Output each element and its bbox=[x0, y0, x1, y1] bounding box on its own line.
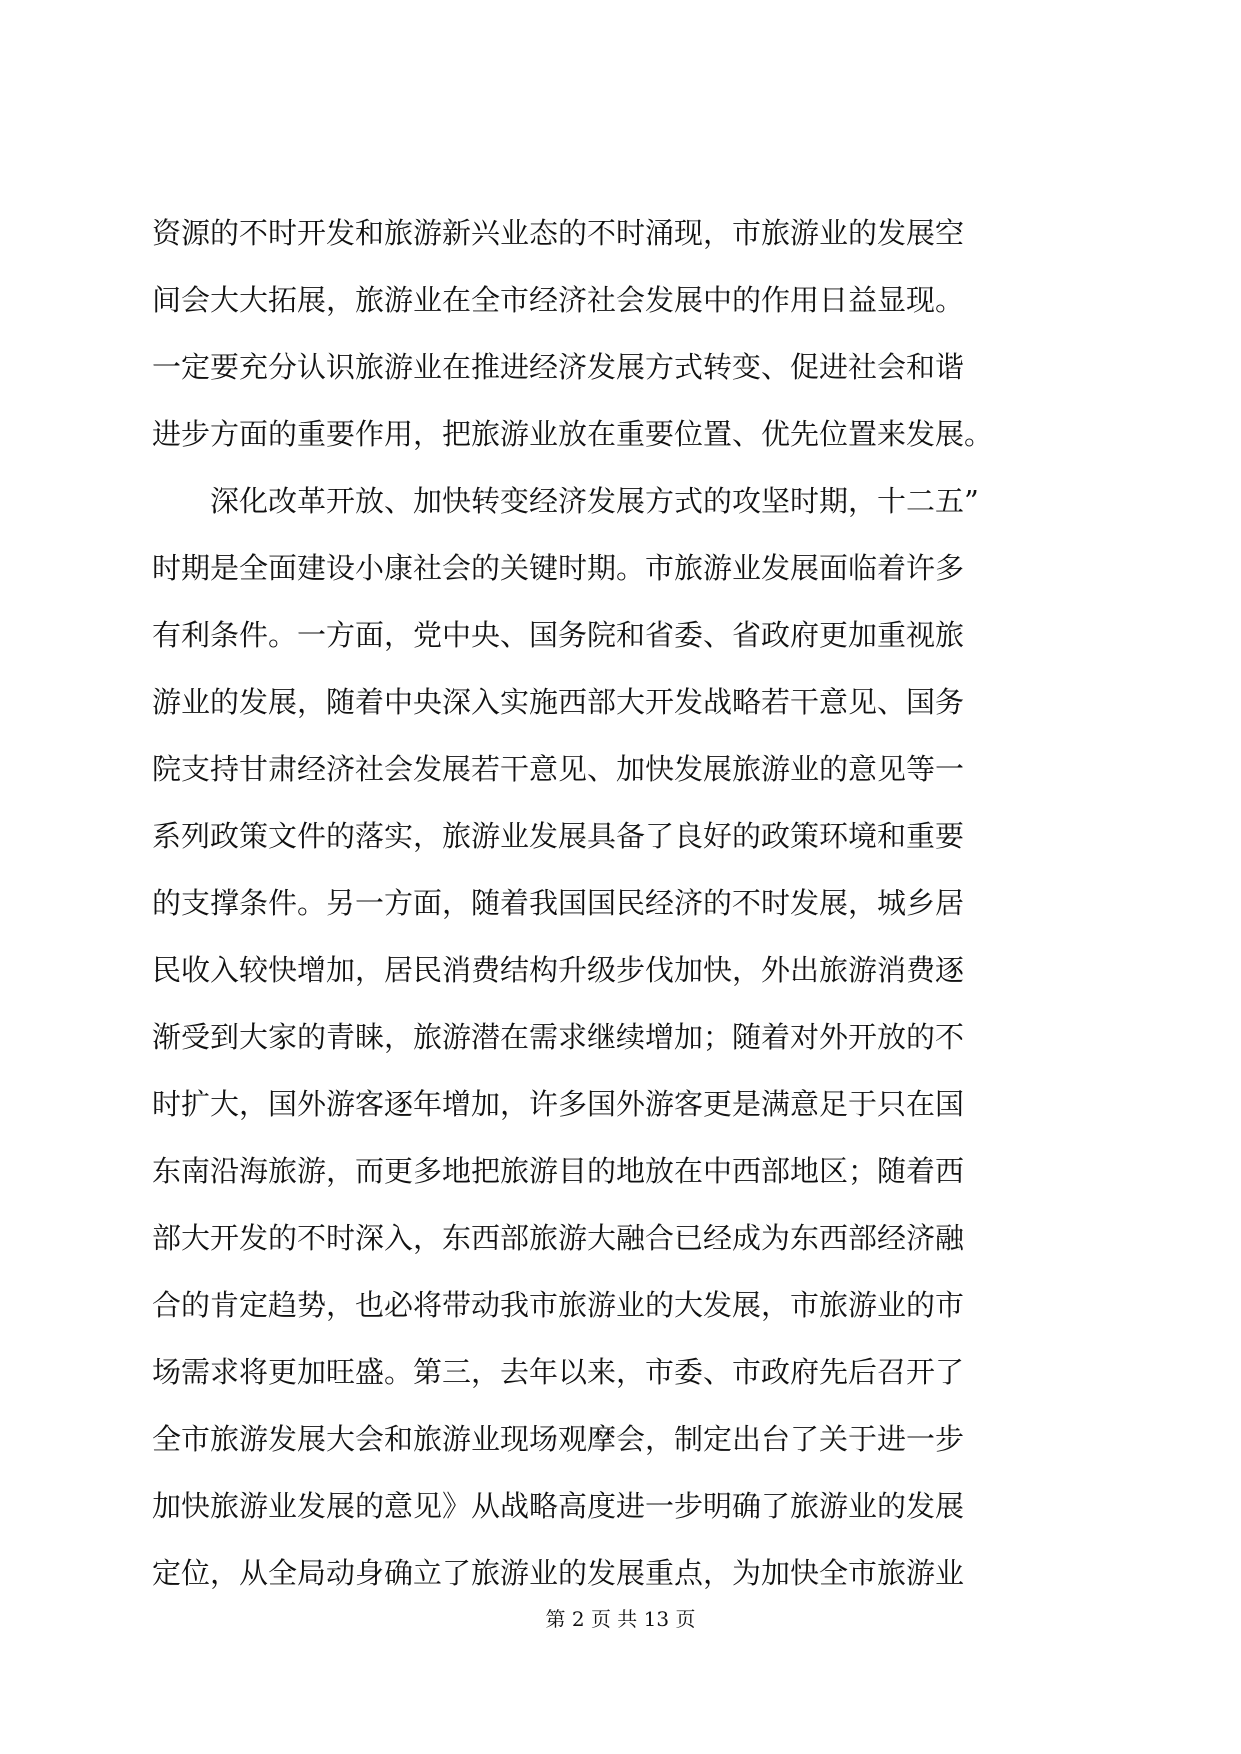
text-line: 时期是全面建设小康社会的关键时期。市旅游业发展面临着许多 bbox=[152, 551, 965, 585]
text-line: 有利条件。一方面，党中央、国务院和省委、省政府更加重视旅 bbox=[152, 618, 965, 652]
text-line: 时扩大，国外游客逐年增加，许多国外游客更是满意足于只在国 bbox=[152, 1087, 965, 1121]
text-line: 部大开发的不时深入，东西部旅游大融合已经成为东西部经济融 bbox=[152, 1221, 965, 1255]
text-line: 系列政策文件的落实，旅游业发展具备了良好的政策环境和重要 bbox=[152, 819, 965, 853]
text-line: 渐受到大家的青睐，旅游潜在需求继续增加；随着对外开放的不 bbox=[152, 1020, 965, 1054]
page-number-footer: 第 2 页 共 13 页 bbox=[545, 1607, 696, 1631]
text-line: 定位，从全局动身确立了旅游业的发展重点，为加快全市旅游业 bbox=[152, 1556, 965, 1590]
text-line: 合的肯定趋势，也必将带动我市旅游业的大发展，市旅游业的市 bbox=[152, 1288, 965, 1322]
body-text bbox=[152, 200, 1087, 1607]
text-line: 民收入较快增加，居民消费结构升级步伐加快，外出旅游消费逐 bbox=[152, 953, 965, 987]
text-line: 一定要充分认识旅游业在推进经济发展方式转变、促进社会和谐 bbox=[152, 350, 965, 384]
text-line: 间会大大拓展，旅游业在全市经济社会发展中的作用日益显现。 bbox=[152, 283, 965, 317]
text-line: 全市旅游发展大会和旅游业现场观摩会，制定出台了关于进一步 bbox=[152, 1422, 965, 1456]
text-line: 院支持甘肃经济社会发展若干意见、加快发展旅游业的意见等一 bbox=[152, 752, 965, 786]
text-line: 游业的发展，随着中央深入实施西部大开发战略若干意见、国务 bbox=[152, 685, 965, 719]
text-line: 加快旅游业发展的意见》从战略高度进一步明确了旅游业的发展 bbox=[152, 1489, 965, 1523]
text-line: 东南沿海旅游，而更多地把旅游目的地放在中西部地区；随着西 bbox=[152, 1154, 965, 1188]
text-line: 的支撑条件。另一方面，随着我国国民经济的不时发展，城乡居 bbox=[152, 886, 965, 920]
text-line: 进步方面的重要作用，把旅游业放在重要位置、优先位置来发展。 bbox=[152, 417, 994, 451]
text-line: 场需求将更加旺盛。第三，去年以来，市委、市政府先后召开了 bbox=[152, 1355, 965, 1389]
paragraph-first-line: 深化改革开放、加快转变经济发展方式的攻坚时期，十二五” bbox=[210, 484, 979, 518]
text-line: 资源的不时开发和旅游新兴业态的不时涌现，市旅游业的发展空 bbox=[152, 216, 965, 250]
